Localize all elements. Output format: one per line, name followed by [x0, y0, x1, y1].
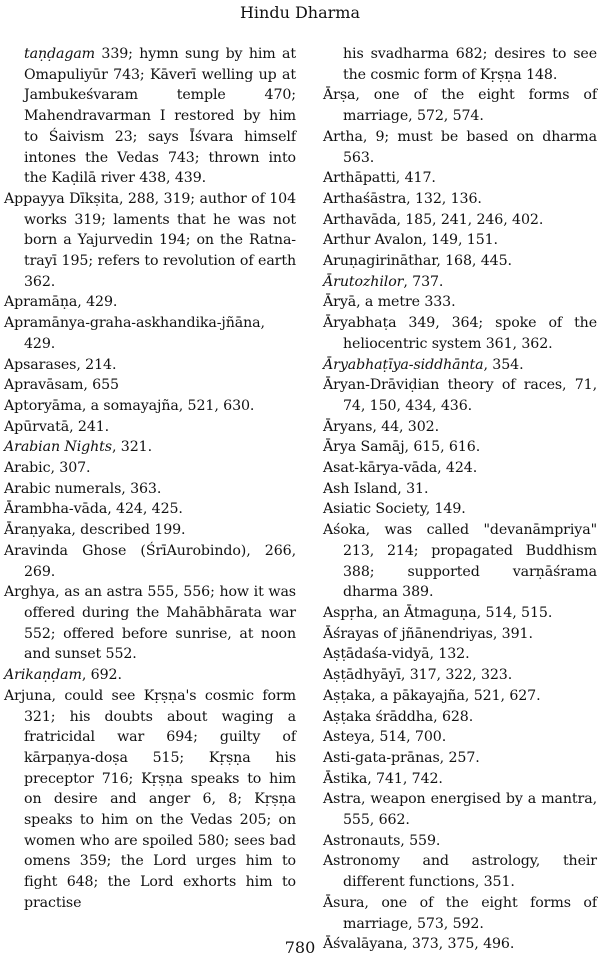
index-entry: Astronomy and astrology, their different functions, 351.: [323, 853, 597, 891]
index-column-left: [4, 44, 296, 914]
index-entry: Asti-gata-prānas, 257.: [323, 749, 480, 766]
index-entry: Asteya, 514, 700.: [323, 729, 447, 746]
index-entry: Arabian Nights, 321.: [4, 439, 152, 456]
index-entry: Ārutozhilor, 737.: [323, 273, 444, 290]
index-entry: Aṣṭaka, a pākayajña, 521, 627.: [323, 687, 541, 704]
italic-headword: Āryabhaṭīya-siddhānta: [323, 356, 484, 373]
index-entry: Āśrayas of jñānendriyas, 391.: [323, 625, 533, 642]
index-column-right: [323, 44, 597, 955]
index-entry: Āryan-Drāviḍian theory of races, 71, 74, 150, 434, 436.: [323, 377, 597, 414]
index-entry: Ārṣa, one of the eight forms of marriage, 572, 574.: [323, 87, 597, 125]
index-entry: Aṣṭādaśa-vidyā, 132.: [323, 646, 470, 663]
index-entry: Arikaṇḍam, 692.: [4, 667, 122, 684]
index-entry: Apramāṇa, 429.: [4, 294, 118, 311]
page-number: 780: [284, 938, 316, 957]
index-entry: Āryā, a metre 333.: [323, 294, 456, 311]
index-entry: Arjuna, could see Kṛṣṇa's cosmic form 321; his doubts about waging a fratricidal war 694; guilty of kārpaṇya-doṣa 515; Kṛṣṇa his preceptor 716; Kṛṣṇa speaks to him on desire and anger 6, 8; Kṛṣṇa speaks to him on the Vedas 205; on women who are spoiled 580; sees bad omens 359; the Lord urges him to fight 648; the Lord exhorts him to practise: [4, 687, 296, 911]
index-entry: Āśvalāyana, 373, 375, 496.: [323, 936, 515, 953]
index-entry: Apramānya-graha-askhandika-jñāna, 429.: [4, 315, 265, 352]
index-entry: Āryabhaṭīya-siddhānta, 354.: [323, 356, 524, 373]
index-entry: Aṣṭādhyāyī, 317, 322, 323.: [323, 667, 513, 684]
italic-headword: taṇḍagam: [24, 46, 96, 62]
index-entry: Aravinda Ghose (ŚrīAurobindo), 266, 269.: [4, 542, 296, 580]
index-entry: Appayya Dīkṣita, 288, 319; author of 104 works 319; laments that he was not born a Yajurvedin 194; on the Ratna-trayī 195; refers to revolution of earth 362.: [4, 190, 296, 290]
index-entry: Arabic numerals, 363.: [4, 480, 162, 497]
index-entry: Ash Island, 31.: [323, 480, 429, 497]
index-entry: Apūrvatā, 241.: [4, 418, 110, 435]
index-entry: Apravāsam, 655: [4, 377, 119, 394]
running-head: Hindu Dharma: [239, 3, 361, 22]
index-entry: Āsura, one of the eight forms of marriage, 573, 592.: [323, 894, 597, 932]
index-entry: Arthaśāstra, 132, 136.: [323, 190, 482, 207]
italic-headword: Arabian Nights: [4, 439, 112, 456]
index-entry: Astra, weapon energised by a mantra, 555, 662.: [323, 791, 597, 829]
index-entry: Arthavāda, 185, 241, 246, 402.: [323, 211, 544, 228]
index-entry: Asat-kārya-vāda, 424.: [323, 460, 478, 477]
index-entry: Apsarases, 214.: [4, 356, 117, 373]
index-entry: Āstika, 741, 742.: [323, 770, 443, 787]
italic-headword: Arikaṇḍam: [4, 667, 82, 684]
index-entry: Āraṇyaka, described 199.: [4, 522, 186, 539]
index-entry: Āryans, 44, 302.: [323, 418, 440, 435]
index-entry: Astronauts, 559.: [323, 832, 441, 849]
index-entry: Aruṇagirināthar, 168, 445.: [323, 253, 512, 270]
index-entry: Āryabhaṭa 349, 364; spoke of the heliocentric system 361, 362.: [323, 315, 597, 352]
index-entry: Aśoka, was called "devanāmpriya" 213, 214; propagated Buddhism 388; supported varṇāśrama dharma 389.: [323, 522, 597, 601]
index-entry: Ārambha-vāda, 424, 425.: [4, 501, 183, 518]
index-entry: Aspṛha, an Ātmaguṇa, 514, 515.: [323, 604, 553, 621]
index-entry: Aṣṭaka śrāddha, 628.: [323, 708, 474, 725]
index-entry: Arghya, as an astra 555, 556; how it was offered during the Mahābhārata war 552; offered before sunrise, at noon and sunset 552.: [4, 584, 296, 663]
index-entry: Arabic, 307.: [4, 460, 91, 477]
index-entry: Ārya Samāj, 615, 616.: [323, 439, 481, 456]
italic-headword: Ārutozhilor: [323, 273, 404, 290]
index-entry: taṇḍagam 339; hymn sung by him at Omapuliyūr 743; Kāverī welling up at Jambukeśvaram temple 470; Mahendravarman I restored by him to Śaivism 23; says Īśvara himself intones the Vedas 743; thrown into the Kaḍilā river 438, 439.: [24, 46, 296, 187]
index-entry: Asiatic Society, 149.: [323, 501, 466, 518]
index-entry: Artha, 9; must be based on dharma 563.: [323, 128, 597, 166]
index-entry: his svadharma 682; desires to see the cosmic form of Kṛṣṇa 148.: [343, 46, 597, 83]
index-entry: Arthāpatti, 417.: [323, 170, 436, 187]
index-entry: Arthur Avalon, 149, 151.: [323, 232, 498, 249]
index-entry: Aptoryāma, a somayajña, 521, 630.: [4, 397, 255, 414]
